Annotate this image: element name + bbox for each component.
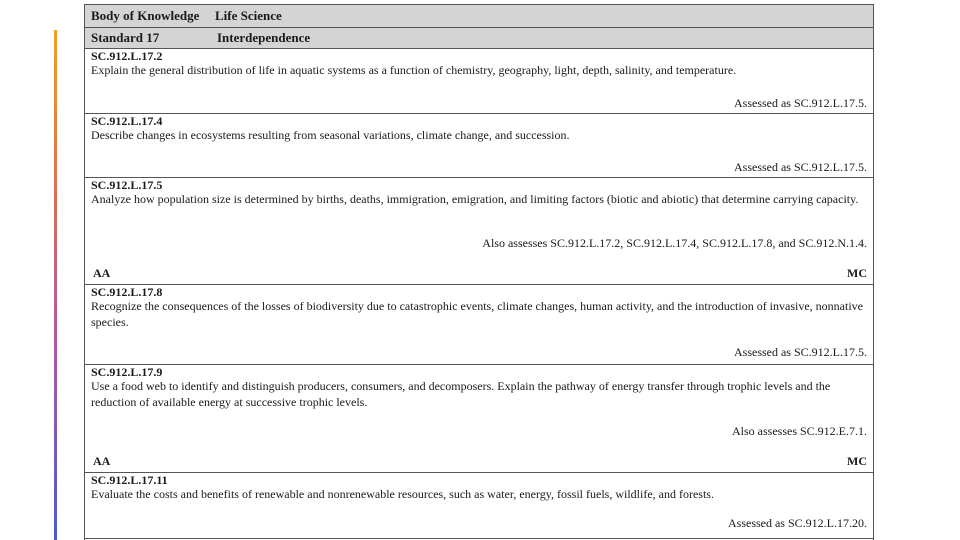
cognitive-label-aa: AA — [93, 266, 111, 280]
benchmark-code: SC.912.L.17.4 — [91, 114, 163, 128]
benchmark-description: Use a food web to identify and distinguish producers, consumers, and decomposers. Explain the pathway of energy transfer through trophic levels and the reduction of available energy at successive trophic levels. — [91, 379, 831, 409]
benchmark-row — [85, 473, 873, 539]
benchmark-assessed: Assessed as SC.912.L.17.5. — [733, 345, 867, 359]
slide-accent-bar — [54, 30, 57, 540]
benchmark-assessed: Assessed as SC.912.L.17.5. — [733, 96, 867, 110]
benchmark-row — [85, 114, 873, 178]
benchmark-row — [85, 285, 873, 365]
benchmark-description: Explain the general distribution of life in aquatic systems as a function of chemistry, geography, light, depth, salinity, and temperature. — [91, 63, 737, 77]
benchmark-code: SC.912.L.17.11 — [91, 473, 168, 487]
benchmark-assessed: Assessed as SC.912.L.17.20. — [727, 516, 867, 530]
standard-value: Interdependence — [217, 30, 311, 45]
benchmark-description: Analyze how population size is determined by births, deaths, immigration, emigration, and limiting factors (biotic and abiotic) that determine carrying capacity. — [91, 192, 859, 206]
cognitive-label-mc: MC — [847, 454, 867, 468]
body-of-knowledge-header — [85, 4, 873, 28]
benchmark-code: SC.912.L.17.5 — [91, 178, 163, 192]
benchmark-row — [85, 365, 873, 473]
cognitive-label-mc: MC — [847, 266, 867, 280]
benchmark-assessed: Assessed as SC.912.L.17.5. — [733, 160, 867, 174]
benchmark-row — [85, 49, 873, 114]
cognitive-complexity-row — [93, 265, 867, 281]
benchmark-description: Describe changes in ecosystems resulting from seasonal variations, climate change, and succession. — [91, 128, 570, 142]
benchmark-description: Evaluate the costs and benefits of renewable and nonrenewable resources, such as water, energy, fossil fuels, wildlife, and forests. — [91, 487, 714, 501]
cognitive-complexity-row — [93, 453, 867, 469]
benchmark-assessed: Also assesses SC.912.L.17.2, SC.912.L.17.4, SC.912.L.17.8, and SC.912.N.1.4. — [482, 236, 867, 250]
benchmark-code: SC.912.L.17.2 — [91, 49, 163, 63]
benchmark-code: SC.912.L.17.9 — [91, 365, 163, 379]
cognitive-label-aa: AA — [93, 454, 111, 468]
benchmark-assessed: Also assesses SC.912.E.7.1. — [731, 424, 867, 438]
body-of-knowledge-value: Life Science — [215, 8, 282, 23]
standard-header — [85, 28, 873, 49]
body-of-knowledge-label: Body of Knowledge — [91, 8, 200, 23]
benchmark-row — [85, 178, 873, 285]
benchmark-table — [84, 4, 874, 540]
benchmark-description: Recognize the consequences of the losses of biodiversity due to catastrophic events, climate changes, human activity, and the introduction of invasive, nonnative species. — [91, 299, 863, 329]
standard-label: Standard 17 — [91, 30, 160, 45]
benchmark-code: SC.912.L.17.8 — [91, 285, 163, 299]
